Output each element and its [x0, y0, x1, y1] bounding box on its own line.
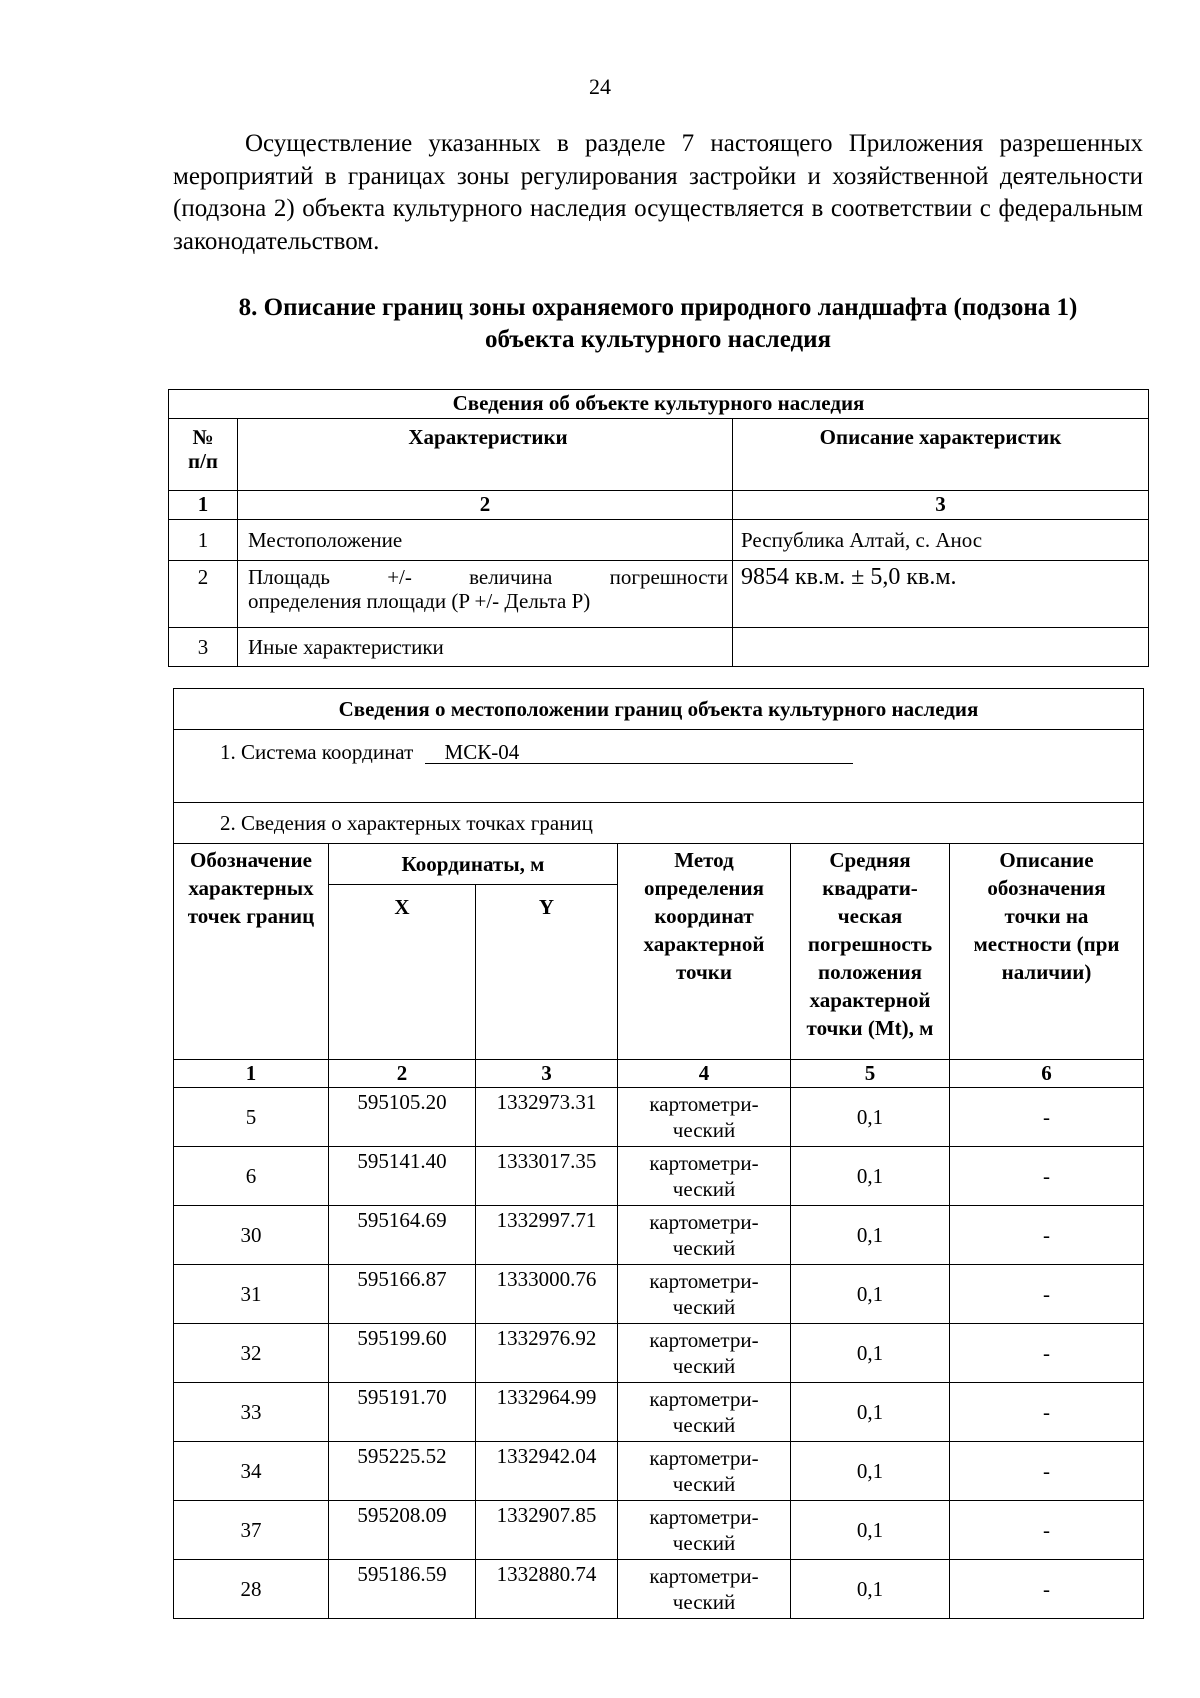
method-line2: ческий — [672, 1236, 736, 1260]
row-number: 2 — [169, 561, 238, 628]
point-id: 34 — [174, 1442, 329, 1501]
table-row — [174, 1560, 1144, 1619]
coord-y: 1333000.76 — [476, 1265, 618, 1324]
header-line: точки на — [1004, 904, 1089, 928]
header-line: местности (при — [973, 932, 1120, 956]
point-id: 37 — [174, 1501, 329, 1560]
header-line: характерной — [643, 932, 765, 956]
section-title-line2: объекта культурного наследия — [484, 326, 832, 353]
header-line: Метод — [674, 848, 734, 872]
method — [618, 1560, 791, 1619]
method-line2: ческий — [672, 1118, 736, 1142]
header-description: Описание характеристик — [733, 419, 1149, 491]
table-row — [174, 1206, 1144, 1265]
header-line: характерных — [188, 876, 314, 900]
method-line2: ческий — [672, 1413, 736, 1437]
header-line: квадрати- — [822, 876, 918, 900]
header-line: Средняя — [829, 848, 911, 872]
header-point-description — [950, 844, 1144, 1060]
point-description: - — [950, 1383, 1144, 1442]
point-id: 32 — [174, 1324, 329, 1383]
coord-x: 595166.87 — [329, 1265, 476, 1324]
row-value — [733, 628, 1149, 667]
row-value: 9854 кв.м. ± 5,0 кв.м. — [733, 561, 1149, 628]
method-line1: картометри- — [649, 1151, 759, 1175]
point-id: 6 — [174, 1147, 329, 1206]
mean-error: 0,1 — [791, 1442, 950, 1501]
header-line: наличии) — [1001, 960, 1092, 984]
table-row — [169, 520, 1149, 561]
coord-x: 595141.40 — [329, 1147, 476, 1206]
col-number-3: 3 — [733, 491, 1149, 520]
word: +/- — [387, 565, 412, 589]
object-table-caption: Сведения об объекте культурного наследия — [169, 390, 1149, 419]
table-row — [174, 1442, 1144, 1501]
method-line1: картометри- — [649, 1210, 759, 1234]
coord-y: 1332973.31 — [476, 1088, 618, 1147]
col-number-3: 3 — [476, 1060, 618, 1088]
header-y: Y — [476, 885, 618, 1060]
header-line: точки — [675, 960, 733, 984]
header-line: характерной — [809, 988, 931, 1012]
coord-y: 1332880.74 — [476, 1560, 618, 1619]
mean-error: 0,1 — [791, 1383, 950, 1442]
point-id: 5 — [174, 1088, 329, 1147]
header-line: положения — [818, 960, 922, 984]
coord-x: 595164.69 — [329, 1206, 476, 1265]
method — [618, 1265, 791, 1324]
coord-y: 1332942.04 — [476, 1442, 618, 1501]
coord-x: 595225.52 — [329, 1442, 476, 1501]
word: величина — [469, 565, 553, 589]
point-description: - — [950, 1147, 1144, 1206]
col-number-5: 5 — [791, 1060, 950, 1088]
table-row — [174, 1147, 1144, 1206]
row-number: 3 — [169, 628, 238, 667]
header-line: координат — [654, 904, 754, 928]
table-row — [174, 1324, 1144, 1383]
method — [618, 1324, 791, 1383]
header-line: точек границ — [187, 904, 315, 928]
method-line2: ческий — [672, 1590, 736, 1614]
word: погрешности — [609, 565, 728, 589]
section-title — [160, 292, 1156, 356]
point-description: - — [950, 1560, 1144, 1619]
coordinate-system-label: 1. Система координат — [220, 740, 414, 764]
points-info-label: 2. Сведения о характерных точках границ — [174, 803, 1144, 844]
mean-error: 0,1 — [791, 1501, 950, 1560]
method-line1: картометри- — [649, 1092, 759, 1116]
method — [618, 1442, 791, 1501]
point-id: 31 — [174, 1265, 329, 1324]
header-x: X — [329, 885, 476, 1060]
coord-y: 1332907.85 — [476, 1501, 618, 1560]
coord-y: 1332964.99 — [476, 1383, 618, 1442]
row-name — [238, 561, 733, 628]
method-line1: картометри- — [649, 1328, 759, 1352]
coord-y: 1333017.35 — [476, 1147, 618, 1206]
point-description: - — [950, 1265, 1144, 1324]
coord-x: 595105.20 — [329, 1088, 476, 1147]
method — [618, 1206, 791, 1265]
col-number-6: 6 — [950, 1060, 1144, 1088]
point-description: - — [950, 1324, 1144, 1383]
point-description: - — [950, 1501, 1144, 1560]
header-line: точки (Mt), м — [806, 1016, 934, 1040]
coords-table-caption: Сведения о местоположении границ объекта культурного наследия — [174, 689, 1144, 730]
method-line1: картометри- — [649, 1446, 759, 1470]
row-number: 1 — [169, 520, 238, 561]
method-line2: ческий — [672, 1354, 736, 1378]
object-info-table — [168, 389, 1149, 667]
row-name-line1 — [248, 565, 728, 589]
method-line2: ческий — [672, 1177, 736, 1201]
method — [618, 1383, 791, 1442]
intro-paragraph: Осуществление указанных в разделе 7 настоящего Приложения разрешенных мероприятий в границах зоны регулирования застройки и хозяйственной деятельности (подзона 2) объекта культурного наследия осуществляется в соответствии с федеральным законодательством. — [173, 130, 1143, 255]
header-error — [791, 844, 950, 1060]
mean-error: 0,1 — [791, 1324, 950, 1383]
table-row — [174, 1501, 1144, 1560]
coordinates-table — [173, 688, 1144, 1619]
header-line: Обозначение — [190, 848, 312, 872]
coord-y: 1332997.71 — [476, 1206, 618, 1265]
method-line2: ческий — [672, 1295, 736, 1319]
col-number-1: 1 — [174, 1060, 329, 1088]
coord-x: 595208.09 — [329, 1501, 476, 1560]
method — [618, 1088, 791, 1147]
page-number: 24 — [589, 74, 611, 99]
mean-error: 0,1 — [791, 1206, 950, 1265]
method-line2: ческий — [672, 1531, 736, 1555]
mean-error: 0,1 — [791, 1560, 950, 1619]
header-line: определения — [644, 876, 764, 900]
coordinate-system — [174, 730, 1144, 803]
header-designation — [174, 844, 329, 1060]
method-line1: картометри- — [649, 1564, 759, 1588]
row-name: Местоположение — [238, 520, 733, 561]
method-line1: картометри- — [649, 1505, 759, 1529]
method-line1: картометри- — [649, 1269, 759, 1293]
point-id: 33 — [174, 1383, 329, 1442]
col-number-1: 1 — [169, 491, 238, 520]
point-description: - — [950, 1088, 1144, 1147]
coord-x: 595191.70 — [329, 1383, 476, 1442]
method-line1: картометри- — [649, 1387, 759, 1411]
header-line: погрешность — [807, 932, 933, 956]
col-number-2: 2 — [238, 491, 733, 520]
col-number-2: 2 — [329, 1060, 476, 1088]
header-line: обозначения — [987, 876, 1106, 900]
mean-error: 0,1 — [791, 1265, 950, 1324]
header-line: ческая — [837, 904, 903, 928]
row-name-line2: определения площади (P +/- Дельта P) — [248, 589, 591, 613]
mean-error: 0,1 — [791, 1088, 950, 1147]
coord-x: 595186.59 — [329, 1560, 476, 1619]
coord-x: 595199.60 — [329, 1324, 476, 1383]
point-description: - — [950, 1206, 1144, 1265]
word: Площадь — [248, 565, 330, 589]
section-title-line1: 8. Описание границ зоны охраняемого природного ландшафта (подзона 1) — [238, 294, 1078, 321]
row-name: Иные характеристики — [238, 628, 733, 667]
row-value: Республика Алтай, с. Анос — [733, 520, 1149, 561]
table-row — [169, 561, 1149, 628]
col-number-4: 4 — [618, 1060, 791, 1088]
header-number-text: № п/п — [187, 425, 219, 473]
coord-y: 1332976.92 — [476, 1324, 618, 1383]
coordinate-system-value: МСК-04 — [425, 741, 853, 764]
method — [618, 1501, 791, 1560]
header-characteristics: Характеристики — [238, 419, 733, 491]
point-id: 28 — [174, 1560, 329, 1619]
mean-error: 0,1 — [791, 1147, 950, 1206]
table-row — [169, 628, 1149, 667]
table-row — [174, 1265, 1144, 1324]
header-method — [618, 844, 791, 1060]
header-number — [169, 419, 238, 491]
method — [618, 1147, 791, 1206]
point-description: - — [950, 1442, 1144, 1501]
header-line: Описание — [999, 848, 1094, 872]
table-row — [174, 1088, 1144, 1147]
point-id: 30 — [174, 1206, 329, 1265]
table-row — [174, 1383, 1144, 1442]
header-coordinates: Координаты, м — [329, 844, 618, 885]
method-line2: ческий — [672, 1472, 736, 1496]
